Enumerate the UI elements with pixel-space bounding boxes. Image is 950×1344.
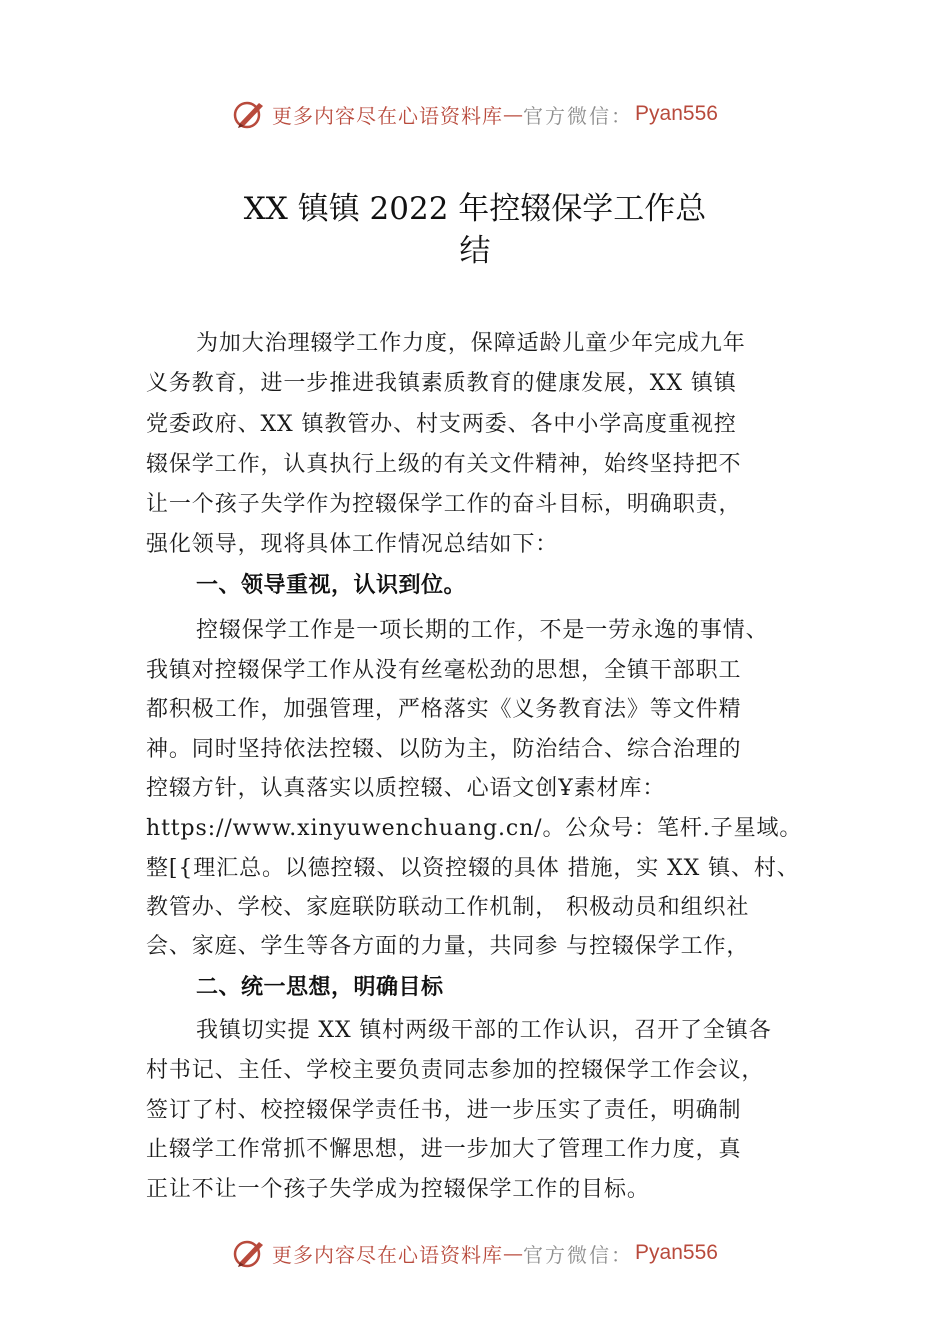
title-line-2: 结: [459, 233, 491, 269]
footer-watermark-banner: [0, 1233, 950, 1273]
banner-wechat-label: 官方微信：: [523, 1242, 634, 1267]
title-line-1: XX 镇镇 2022 年控辍保学工作总: [243, 191, 707, 227]
paragraph-line: 我镇对控辍保学工作从没有丝毫松劲的思想，全镇干部职工: [146, 658, 742, 683]
paragraph-line: 党委政府、XX 镇教管办、村支两委、各中小学高度重视控: [146, 412, 737, 437]
pen-logo-icon: [232, 1236, 266, 1270]
paragraph-line: 控辍方针，认真落实以质控辍、心语文创Ұ素材库：: [146, 776, 666, 801]
paragraph-line: 让一个孩子失学作为控辍保学工作的奋斗目标，明确职责，: [146, 492, 742, 517]
paragraph-line: 教管办、学校、家庭联防联动工作机制， 积极动员和组织社: [146, 895, 750, 920]
paragraph-line: 辍保学工作，认真执行上级的有关文件精神，始终坚持把不: [146, 452, 742, 477]
paragraph-line: 村书记、主任、学校主要负责同志参加的控辍保学工作会议，: [146, 1058, 765, 1083]
paragraph-line: 都积极工作，加强管理，严格落实《义务教育法》等文件精: [146, 697, 742, 722]
paragraph-line: 签订了村、校控辍保学责任书，进一步压实了责任，明确制: [146, 1098, 742, 1123]
banner-wechat-label: 官方微信：: [523, 103, 634, 128]
document-title: [0, 188, 950, 272]
pen-logo-icon: [232, 97, 266, 131]
banner-separator: —: [503, 102, 524, 126]
header-watermark-banner: [0, 94, 950, 134]
paragraph-line: 止辍学工作常抓不懈思想，进一步加大了管理工作力度，真: [146, 1137, 742, 1162]
paragraph-line: 为加大治理辍学工作力度，保障适龄儿童少年完成九年: [196, 331, 746, 356]
paragraph-line: 整[{理汇总。以德控辍、以资控辍的具体 措施，实 XX 镇、村、: [146, 856, 800, 881]
banner-separator: —: [503, 1241, 524, 1265]
section-heading-1: 一、领导重视，认识到位。: [196, 573, 467, 598]
banner-wechat-id: Pyan556: [635, 102, 718, 125]
paragraph-line: 我镇切实提 XX 镇村两级干部的工作认识，召开了全镇各: [196, 1018, 772, 1043]
paragraph-line: 正让不让一个孩子失学成为控辍保学工作的目标。: [146, 1177, 650, 1202]
section-heading-2: 二、统一思想，明确目标: [196, 975, 444, 1000]
paragraph-line: 强化领导，现将具体工作情况总结如下：: [146, 532, 559, 557]
paragraph-line: 控辍保学工作是一项长期的工作，不是一劳永逸的事情、: [196, 618, 769, 643]
paragraph-line: 神。同时坚持依法控辍、以防为主，防治结合、综合治理的: [146, 737, 742, 762]
banner-main-text: 更多内容尽在心语资料库: [272, 103, 504, 128]
banner-wechat-id: Pyan556: [635, 1241, 718, 1264]
paragraph-line: 义务教育，进一步推进我镇素质教育的健康发展，XX 镇镇: [146, 371, 737, 396]
paragraph-line: 会、家庭、学生等各方面的力量，共同参 与控辍保学工作，: [146, 934, 750, 959]
banner-main-text: 更多内容尽在心语资料库: [272, 1242, 504, 1267]
paragraph-line: https://www.xinyuwenchuang.cn/。公众号：笔杆.子星域。: [146, 816, 803, 841]
